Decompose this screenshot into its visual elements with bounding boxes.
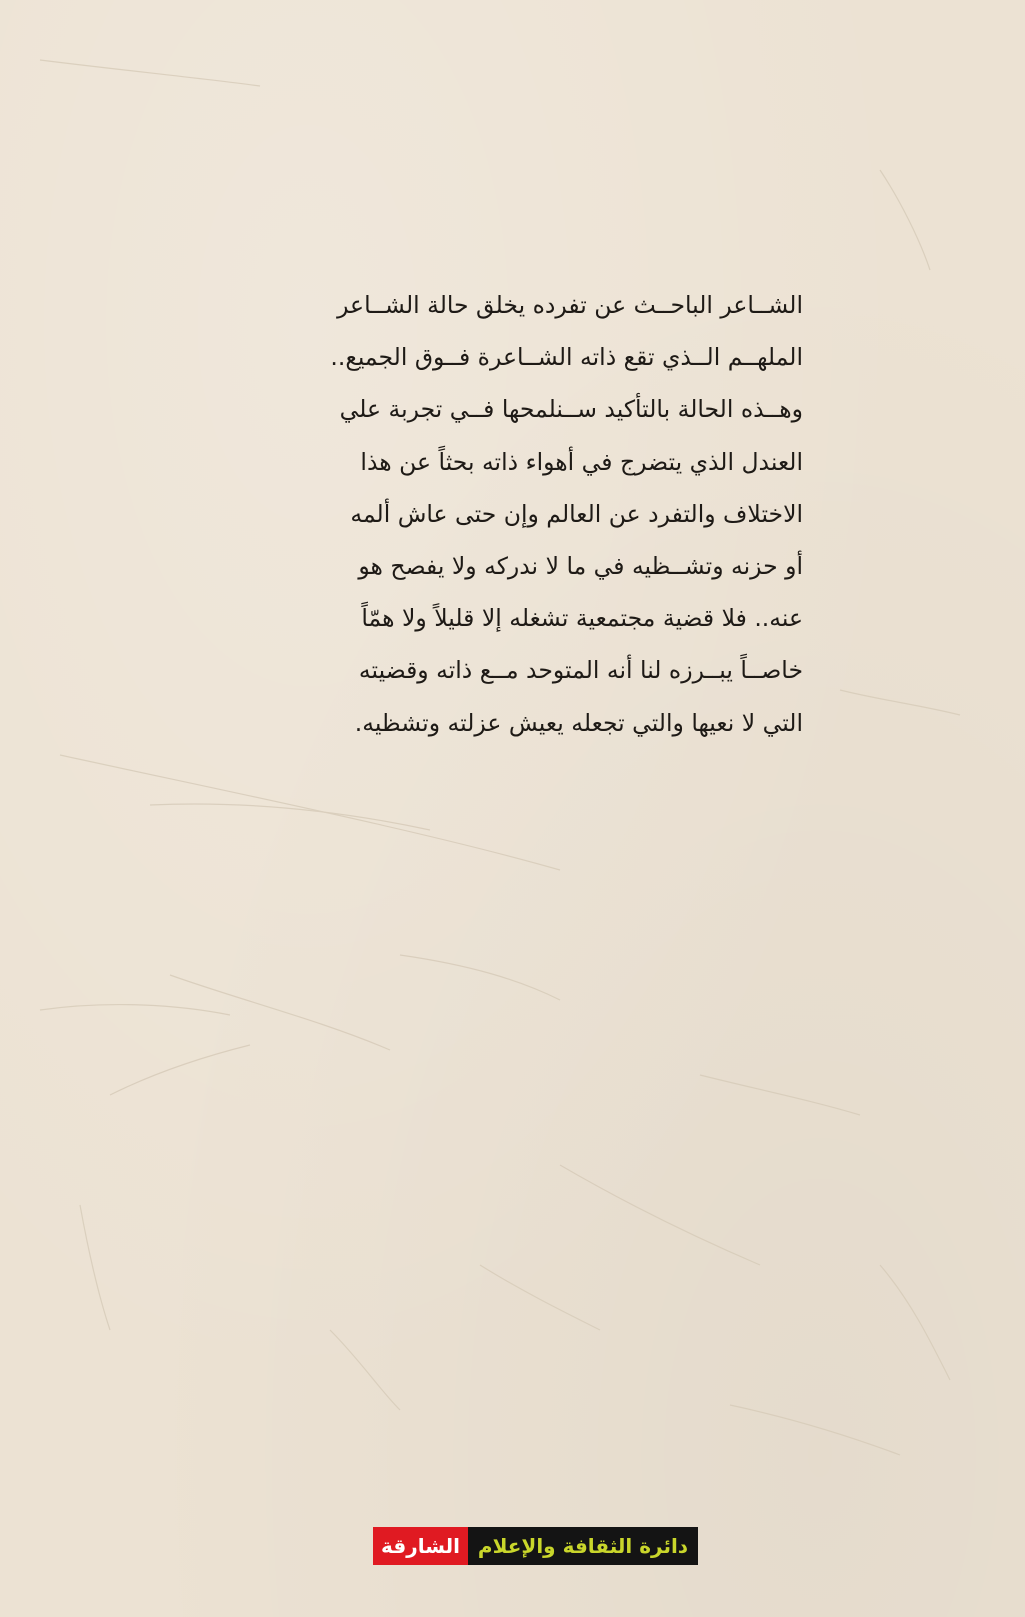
blurb-line: الملهــم الــذي تقع ذاته الشــاعرة فــوق الجميع.. [330, 343, 803, 372]
publisher-department-label: دائرة الثقافة والإعلام [468, 1527, 698, 1565]
blurb-line: التي لا نعيها والتي تجعله يعيش عزلته وتشظيه. [354, 708, 803, 737]
blurb-line: العندل الذي يتضرج في أهواء ذاته بحثاً عن هذا [360, 447, 803, 476]
blurb-line: خاصــاً يبــرزه لنا أنه المتوحد مــع ذاته وقضيته [358, 656, 803, 685]
blurb-line: أو حزنه وتشــظيه في ما لا ندركه ولا يفصح هو [358, 551, 803, 580]
publisher-city-label: الشارقة [373, 1527, 468, 1565]
back-cover-blurb [268, 283, 803, 753]
publisher-logo [373, 1527, 698, 1565]
blurb-line: عنه.. فلا قضية مجتمعية تشغله إلا قليلاً ولا همّاً [361, 604, 803, 633]
blurb-line: وهــذه الحالة بالتأكيد ســنلمحها فــي تجربة علي [339, 395, 803, 424]
blurb-line: الشــاعر الباحــث عن تفرده يخلق حالة الشــاعر [337, 291, 803, 319]
blurb-line: الاختلاف والتفرد عن العالم وإن حتى عاش ألمه [350, 499, 803, 528]
